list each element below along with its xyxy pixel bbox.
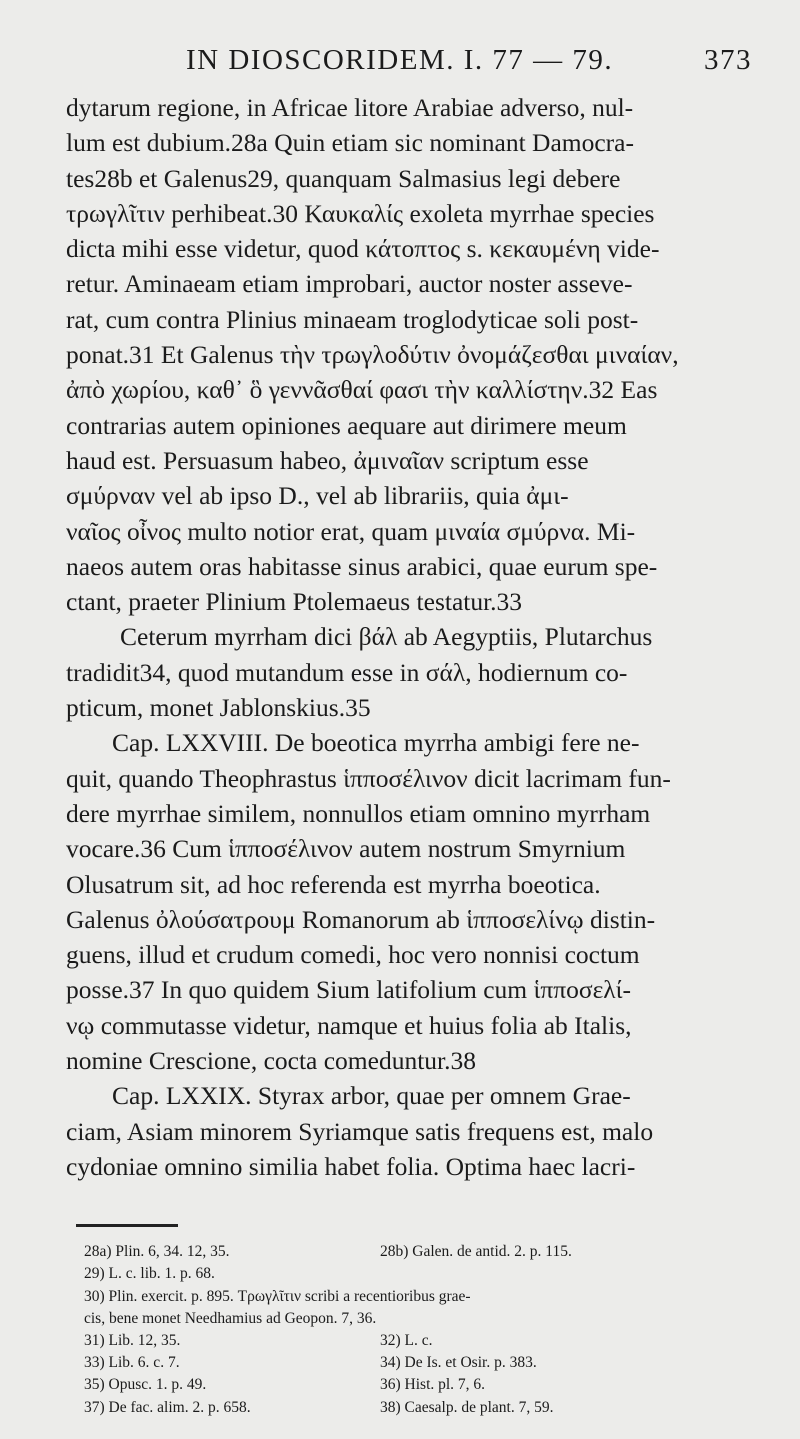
line: dere myrrhae similem, nonnullos etiam omnino myrrham [66, 798, 651, 828]
line: haud est. Persuasum habeo, ἀμιναῖαν scriptum esse [66, 445, 589, 475]
footnote: 37) De fac. alim. 2. p. 658. [84, 1398, 251, 1416]
line: pticum, monet Jablonskius.35 [66, 693, 371, 723]
line: tradidit34, quod mutandum esse in σάλ, hodiernum co- [66, 657, 628, 687]
footnote-row [84, 1352, 760, 1374]
footnote: 34) De Is. et Osir. p. 383. [380, 1354, 537, 1372]
page-number: 373 [704, 44, 752, 76]
footnote-row [84, 1263, 760, 1285]
paragraph-4-cap-lxxix [66, 1078, 760, 1184]
line: Olusatrum sit, ad hoc referenda est myrrha boeotica. [66, 869, 601, 899]
line: posse.37 In quo quidem Sium latifolium cum ἱπποσελί- [66, 975, 631, 1005]
footnote: 36) Hist. pl. 7, 6. [380, 1376, 486, 1394]
footnote: 31) Lib. 12, 35. [84, 1332, 181, 1350]
line: Cap. LXXVIII. De boeotica myrrha ambigi fere ne- [112, 728, 640, 758]
paragraph-3-cap-lxxviii [66, 725, 760, 1078]
running-title: IN DIOSCORIDEM. I. 77 — 79. [186, 44, 614, 76]
line: ctant, praeter Plinium Ptolemaeus testatur.33 [66, 587, 523, 617]
line: tes28b et Galenus29, quanquam Salmasius legi debere [66, 163, 621, 193]
main-text [66, 90, 760, 1184]
line: Cap. LXXIX. Styrax arbor, quae per omnem Grae- [112, 1081, 631, 1111]
footnote: 38) Caesalp. de plant. 7, 59. [380, 1398, 554, 1416]
line: contrarias autem opiniones aequare aut dirimere meum [66, 410, 627, 440]
footnote-row [84, 1397, 760, 1419]
footnote: 28a) Plin. 6, 34. 12, 35. [84, 1243, 230, 1261]
footnote-row [84, 1308, 760, 1330]
line: rat, cum contra Plinius minaeam troglodyticae soli post- [66, 304, 639, 334]
line: ἀπὸ χωρίου, καθ᾽ ὃ γεννᾶσθαί φασι τὴν καλλίστην.32 Eas [66, 375, 658, 405]
footnote: 33) Lib. 6. c. 7. [84, 1354, 180, 1372]
line: νῳ commutasse videtur, namque et huius folia ab Italis, [66, 1010, 632, 1040]
footnote-row [84, 1330, 760, 1352]
line: dicta mihi esse videtur, quod κάτοπτος s. κεκαυμένη vide- [66, 234, 660, 264]
line: ναῖος οἶνος multo notior erat, quam μιναία σμύρνα. Mi- [66, 516, 636, 546]
line: Galenus ὀλούσατρουμ Romanorum ab ἱπποσελίνῳ distin- [66, 904, 656, 934]
footnote: 35) Opusc. 1. p. 49. [84, 1376, 207, 1394]
line: nomine Crescione, cocta comeduntur.38 [66, 1046, 477, 1076]
footnotes [66, 1241, 760, 1419]
footnote-rule [76, 1224, 178, 1227]
line: retur. Aminaeam etiam improbari, auctor noster asseve- [66, 269, 633, 299]
footnote: 28b) Galen. de antid. 2. p. 115. [380, 1243, 572, 1261]
line: ciam, Asiam minorem Syriamque satis frequens est, malo [66, 1116, 654, 1146]
line: σμύρναν vel ab ipso D., vel ab librariis, quia ἀμι- [66, 481, 569, 511]
line: naeos autem oras habitasse sinus arabici, quae eurum spe- [66, 551, 658, 581]
footnote: 30) Plin. exercit. p. 895. Τρωγλῖτιν scribi a recentioribus grae- [84, 1287, 471, 1305]
footnote: cis, bene monet Needhamius ad Geopon. 7, 36. [84, 1309, 377, 1327]
footnote-row [84, 1241, 760, 1263]
line: ponat.31 Et Galenus τὴν τρωγλοδύτιν ὀνομάζεσθαι μιναίαν, [66, 340, 679, 370]
footnote-row [84, 1374, 760, 1396]
line: cydoniae omnino similia habet folia. Optima haec lacri- [66, 1151, 636, 1181]
line: lum est dubium.28a Quin etiam sic nominant Damocra- [66, 128, 634, 158]
page-header [66, 34, 760, 90]
line: Ceterum myrrham dici βάλ ab Aegyptiis, Plutarchus [120, 622, 653, 652]
footnote: 32) L. c. [380, 1332, 433, 1350]
footnote: 29) L. c. lib. 1. p. 68. [84, 1265, 215, 1283]
line: quit, quando Theophrastus ἱπποσέλινον dicit lacrimam fun- [66, 763, 671, 793]
line: dytarum regione, in Africae litore Arabiae adverso, nul- [66, 93, 634, 122]
paragraph-1 [66, 90, 760, 619]
footnote-row [84, 1286, 760, 1308]
paragraph-2 [66, 619, 760, 725]
line: vocare.36 Cum ἱπποσέλινον autem nostrum Smyrnium [66, 834, 626, 864]
line: τρωγλῖτιν perhibeat.30 Καυκαλίς exoleta myrrhae species [66, 198, 655, 228]
line: guens, illud et crudum comedi, hoc vero nonnisi coctum [66, 940, 640, 970]
